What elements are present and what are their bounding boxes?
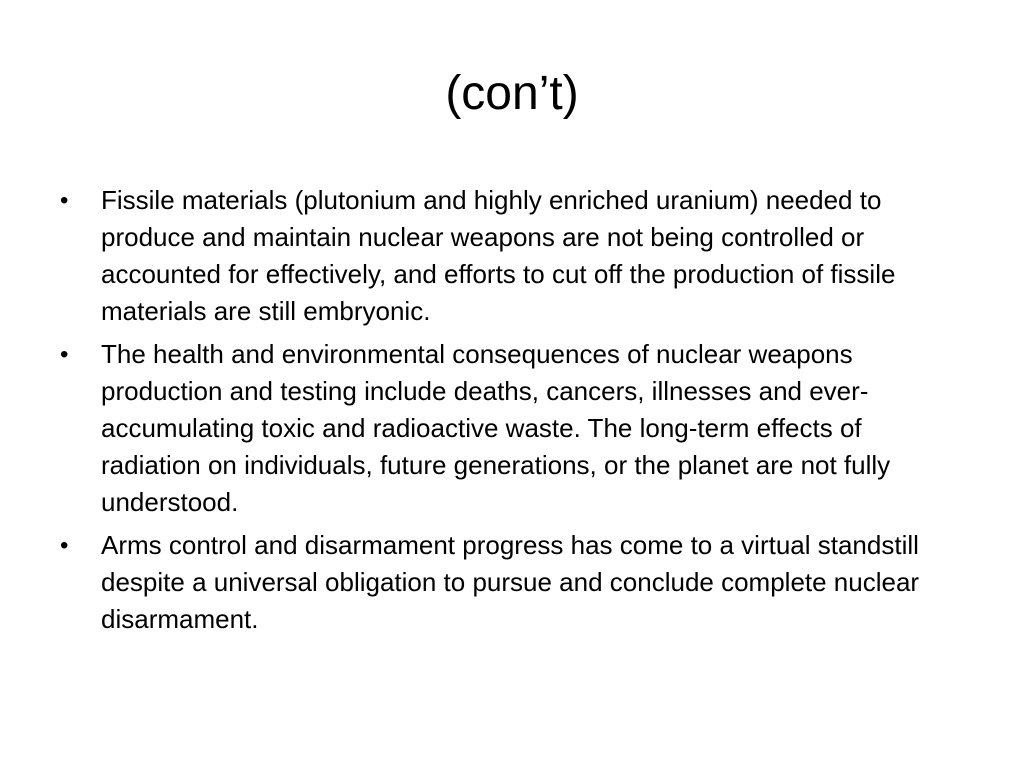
bullet-icon: • [60,187,69,214]
bullet-item [58,182,968,330]
bullet-text: Fissile materials (plutonium and highly enriched uranium) needed to produce and maintain nuclear weapons are not being controlled or accounted for effectively, and efforts to cut off the production of fissile materials are still embryonic. [101,185,896,326]
slide-title: (con’t) [445,67,579,120]
bullet-icon: • [60,532,69,559]
bullet-icon: • [60,341,69,368]
bullet-item [58,527,968,638]
bullet-text: Arms control and disarmament progress has come to a virtual standstill despite a universal obligation to pursue and conclude complete nuclear disarmament. [101,530,920,634]
bullet-text: The health and environmental consequences of nuclear weapons production and testing include deaths, cancers, illnesses and ever-accumulating toxic and radioactive waste. The long-term effects of radiation on individuals, future generations, or the planet are not fully understood. [101,339,891,517]
bullet-list [58,182,968,644]
bullet-item [58,336,968,521]
